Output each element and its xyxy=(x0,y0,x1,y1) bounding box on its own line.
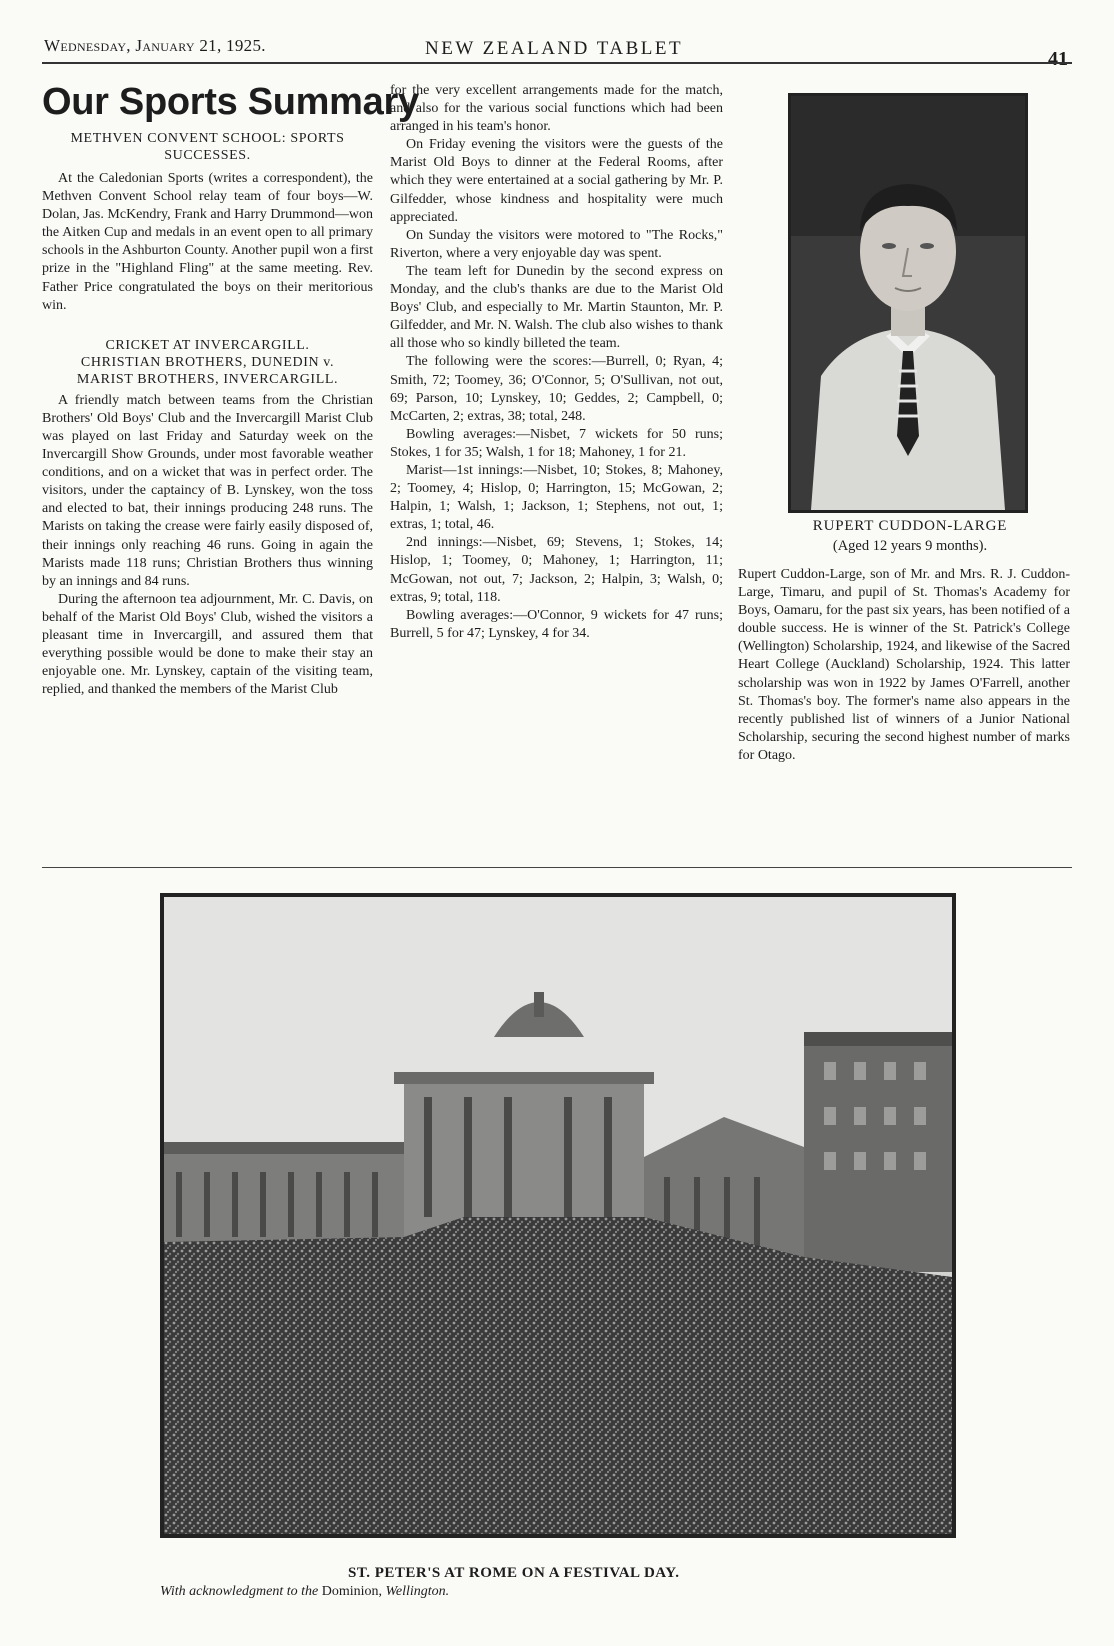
newspaper-title: NEW ZEALAND TABLET xyxy=(425,38,684,59)
portrait-photo xyxy=(788,93,1028,513)
article-heading: SUCCESSES. xyxy=(164,148,251,163)
st-peters-photo xyxy=(160,893,956,1538)
article-heading: CRICKET AT INVERCARGILL. xyxy=(105,337,310,353)
article-paragraph: Bowling averages:—O'Connor, 9 wickets for 47 runs; Burrell, 5 for 47; Lynskey, 4 for 34. xyxy=(390,607,723,641)
photo-credit-city: Wellington. xyxy=(385,1584,450,1599)
page-number: 41 xyxy=(1048,48,1068,70)
article-paragraph: 2nd innings:—Nisbet, 69; Stevens, 1; Stokes, 14; Hislop, 1; Toomey, 0; Mahoney, 1; Harrington, 11; McGowan, not out, 7; Jackson, 2; Halpin, 3; Walsh, 0; extras, 9; total, 118. xyxy=(390,535,723,605)
article-paragraph: During the afternoon tea adjournment, Mr. C. Davis, on behalf of the Marist Old Boys' Club, wished the visitors a pleasant time in Invercargill, and assured them that everything possible would be done to make their stay an enjoyable one. Mr. Lynskey, captain of the visiting team, replied, and thanked the members of the Marist Club xyxy=(42,591,373,698)
portrait-caption-age: (Aged 12 years 9 months). xyxy=(832,538,988,554)
photo-caption: ST. PETER'S AT ROME ON A FESTIVAL DAY. xyxy=(348,1565,680,1581)
article-paragraph: At the Caledonian Sports (writes a correspondent), the Methven Convent School relay team of four boys—W. Dolan, Jas. McKendry, Frank and Harry Drummond—won the Aitken Cup and medals in an event open to all primary schools in the Ashburton County. Another pupil won a first prize in the "Highland Fling" at the same meeting. Rev. Father Price congratulated the boys on their meritorious win. xyxy=(42,171,373,313)
photo-credit xyxy=(160,1584,449,1600)
article-paragraph: Marist—1st innings:—Nisbet, 10; Stokes, 8; Mahoney, 2; Toomey, 4; Hislop, 0; Harrington, 15; McGowan, 2; Halpin, 1; Walsh, 1; Jackson, 1; Stephens, not out, 1; extras, 1; total, 46. xyxy=(390,462,723,533)
article-paragraph: A friendly match between teams from the Christian Brothers' Old Boys' Club and the Invercargill Marist Club was played on last Friday and Saturday week on the Invercargill Show Grounds, under most favorable weather conditions, and on a wicket that was in perfect order. The visitors, under the captaincy of B. Lynskey, won the toss and elected to bat, their innings producing 248 runs. The Marists on taking the crease were fairly easily disposed of, their innings only reaching 46 runs. Going in again the Marists made 118 runs; Christian Brothers thus winning by an innings and 84 runs. xyxy=(42,392,373,589)
photo-credit-source: Dominion, xyxy=(321,1584,383,1599)
column-3 xyxy=(738,566,1070,765)
article-paragraph: On Sunday the visitors were motored to "The Rocks," Riverton, where a very enjoyable day was spent. xyxy=(390,227,723,261)
section-title: Our Sports Summary xyxy=(42,81,419,123)
section-rule xyxy=(42,867,1072,868)
article-paragraph: Bowling averages:—Nisbet, 7 wickets for 50 runs; Stokes, 1 for 35; Walsh, 1 for 18; Mahoney, 1 for 21. xyxy=(390,426,723,460)
article-paragraph: Rupert Cuddon-Large, son of Mr. and Mrs. R. J. Cuddon-Large, Timaru, and pupil of St. Thomas's Academy for Boys, Oamaru, for the past six years, has been notified of a double success. He is winner of the St. Patrick's College (Wellington) Scholarship, 1924, and likewise of the Sacred Heart College (Auckland) Scholarship, 1924. This latter scholarship was won in 1922 by James O'Farrell, another St. Thomas's boy. The former's name also appears in the recently published list of winners of a Junior National Scholarship, securing the second highest number of marks for Otago. xyxy=(738,567,1070,763)
article-paragraph: The following were the scores:—Burrell, 0; Ryan, 4; Smith, 72; Toomey, 36; O'Connor, 5; O'Sullivan, not out, 69; Parson, 10; Lynskey, 10; Geddes, 2; Campbell, 0; McCarten, 2; extras, 38; total, 248. xyxy=(390,354,723,424)
photo-credit-prefix: With acknowledgment to the xyxy=(160,1584,319,1599)
article-paragraph: for the very excellent arrangements made for the match, and also for the various social functions which had been arranged in his team's honor. xyxy=(390,83,723,135)
article-paragraph: On Friday evening the visitors were the guests of the Marist Old Boys to dinner at the Federal Rooms, after which they were entertained at a social gathering by Mr. P. Gilfedder, whose kindness and hospitality were much appreciated. xyxy=(390,137,723,225)
top-rule xyxy=(42,62,1072,64)
article-heading: MARIST BROTHERS, INVERCARGILL. xyxy=(76,371,339,387)
column-1 xyxy=(42,80,419,699)
issue-date: Wednesday, January 21, 1925. xyxy=(44,36,266,55)
portrait-caption-name: RUPERT CUDDON-LARGE xyxy=(812,518,1008,534)
article-heading: CHRISTIAN BROTHERS, DUNEDIN v. xyxy=(80,354,335,370)
article-heading: METHVEN CONVENT SCHOOL: SPORTS xyxy=(70,131,345,146)
article-paragraph: The team left for Dunedin by the second express on Monday, and the club's thanks are due to the Marist Old Boys' Club, and especially to Mr. Martin Staunton, Mr. P. Gilfedder, and Mr. N. Walsh. The club also wishes to thank all those who so kindly billeted the team. xyxy=(390,263,723,352)
column-2 xyxy=(390,82,723,643)
